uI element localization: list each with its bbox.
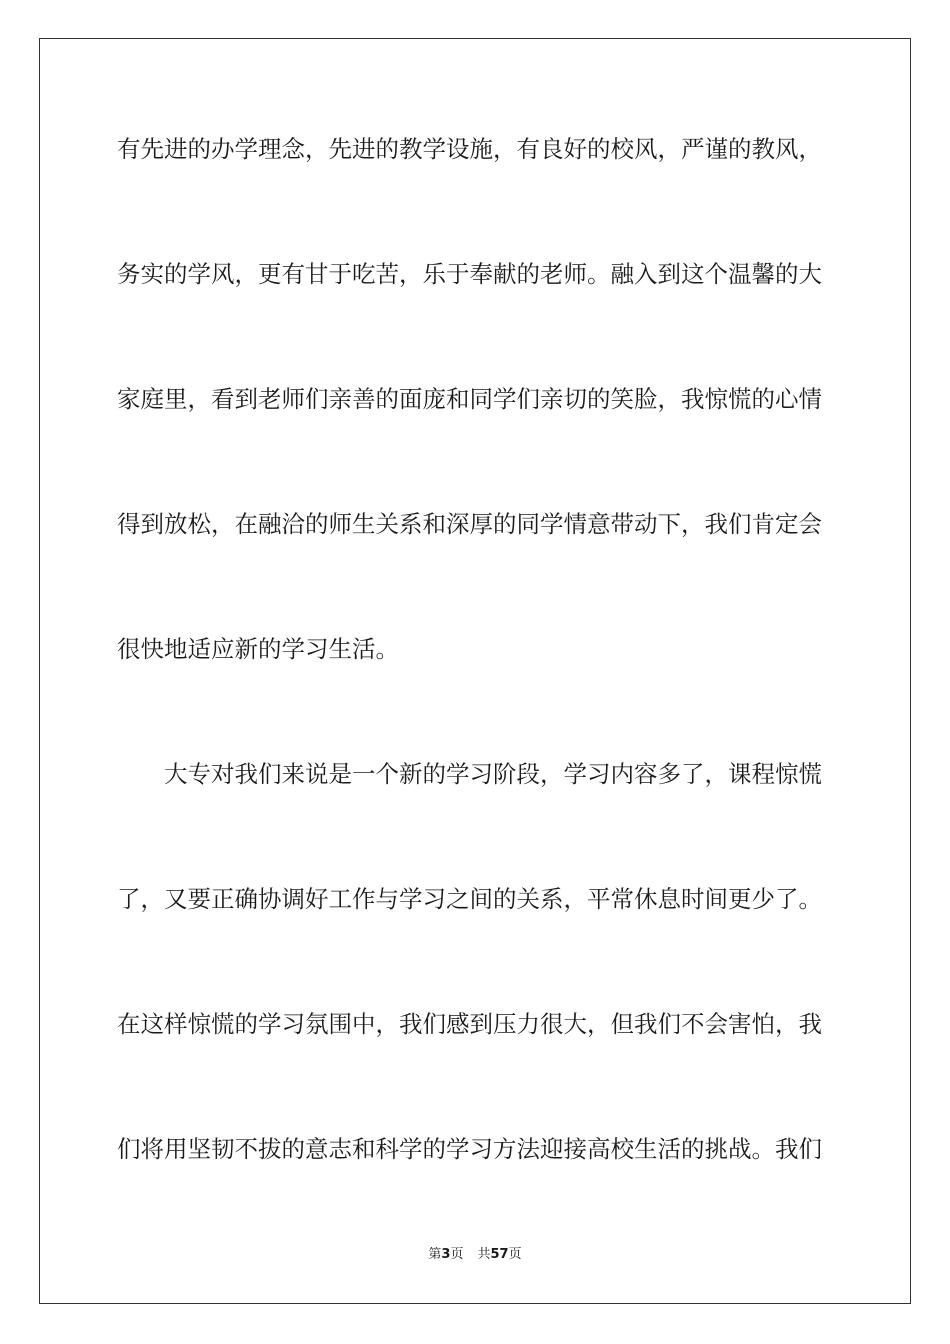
page-border [39, 38, 911, 1304]
page-footer [0, 1246, 950, 1264]
body-text-line-8: 在这样惊慌的学习氛围中，我们感到压力很大，但我们不会害怕，我 [117, 1010, 822, 1038]
body-text-line-6-indented: 大专对我们来说是一个新的学习阶段，学习内容多了，课程惊慌 [164, 760, 822, 788]
total-prefix: 共 [477, 1247, 491, 1262]
body-text-line-7: 了，又要正确协调好工作与学习之间的关系，平常休息时间更少了。 [117, 885, 822, 913]
page-number: 3 [441, 1247, 451, 1262]
page-suffix: 页 [450, 1247, 464, 1262]
body-text-line-4: 得到放松，在融洽的师生关系和深厚的同学情意带动下，我们肯定会 [117, 510, 822, 538]
body-text-line-3: 家庭里，看到老师们亲善的面庞和同学们亲切的笑脸，我惊慌的心情 [117, 385, 822, 413]
total-pages: 57 [490, 1247, 509, 1262]
total-suffix: 页 [508, 1247, 522, 1262]
body-text-line-9: 们将用坚韧不拔的意志和科学的学习方法迎接高校生活的挑战。我们 [117, 1135, 822, 1163]
body-text-line-2: 务实的学风，更有甘于吃苦，乐于奉献的老师。融入到这个温馨的大 [117, 260, 822, 288]
page-prefix: 第 [428, 1247, 442, 1262]
body-text-line-1: 有先进的办学理念，先进的教学设施，有良好的校风，严谨的教风， [117, 135, 822, 163]
body-text-line-5: 很快地适应新的学习生活。 [117, 635, 399, 663]
